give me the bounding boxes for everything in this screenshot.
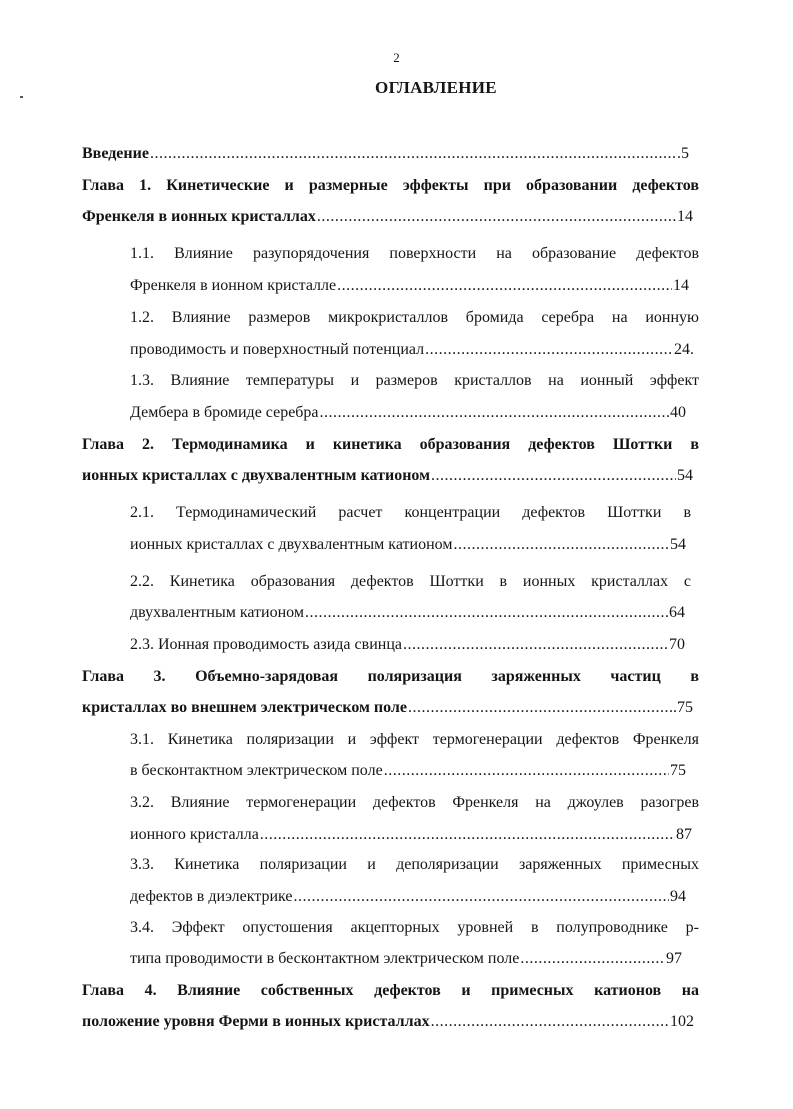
toc-section-1-2-line2[interactable] xyxy=(130,340,694,360)
toc-entry-label: Френкеля в ионном кристалле xyxy=(130,277,337,294)
toc-entry-label: ионных кристаллах с двухвалентным катионом xyxy=(130,536,453,553)
toc-chapter-1-line1[interactable]: Глава 1. Кинетические и размерные эффекты при образовании дефектов xyxy=(82,177,699,194)
toc-chapter-1-line2[interactable] xyxy=(82,207,693,227)
toc-entry-label: ионного кристалла xyxy=(130,826,259,843)
toc-page-number: 40 xyxy=(670,404,686,421)
toc-chapter-3-line1[interactable]: Глава 3. Объемно-зарядовая поляризация заряженных частиц в xyxy=(82,668,699,685)
leader-dots xyxy=(408,698,672,718)
toc-section-2-3[interactable] xyxy=(130,635,685,655)
toc-chapter-4-line2[interactable] xyxy=(82,1012,694,1032)
toc-chapter-4-line1[interactable]: Глава 4. Влияние собственных дефектов и примесных катионов на xyxy=(82,982,699,999)
toc-entry-label: двухвалентным катионом xyxy=(130,604,304,621)
toc-page-number: .5 xyxy=(677,145,689,162)
leader-dots xyxy=(425,340,673,360)
page-number: 2 xyxy=(393,50,400,65)
toc-chapter-2-line2[interactable] xyxy=(82,466,693,486)
toc-entry-label: Дембера в бромиде серебра xyxy=(130,404,319,421)
page-title: ОГЛАВЛЕНИЕ xyxy=(375,78,497,97)
toc-section-3-3-line2[interactable] xyxy=(130,887,686,907)
toc-section-2-2-line2[interactable] xyxy=(130,603,685,623)
leader-dots xyxy=(317,207,676,227)
toc-section-2-1-line2[interactable] xyxy=(130,535,686,555)
toc-page-number: 97 xyxy=(666,950,682,967)
leader-dots xyxy=(431,466,676,486)
toc-page-number: 24. xyxy=(674,341,694,358)
toc-entry-label: типа проводимости в бесконтактном электрическом поле xyxy=(130,950,520,967)
toc-section-3-3-line1[interactable]: 3.3. Кинетика поляризации и деполяризации заряженных примесных xyxy=(130,856,699,873)
leader-dots xyxy=(520,949,665,969)
toc-section-3-2-line2[interactable] xyxy=(130,825,692,845)
toc-section-1-3-line1[interactable]: 1.3. Влияние температуры и размеров кристаллов на ионный эффект xyxy=(130,372,699,389)
leader-dots xyxy=(150,144,676,164)
toc-section-1-1-line1[interactable]: 1.1. Влияние разупорядочения поверхности на образование дефектов xyxy=(130,245,699,262)
toc-page-number: 94 xyxy=(670,888,686,905)
leader-dots xyxy=(260,825,675,845)
toc-entry-label: Френкеля в ионных кристаллах xyxy=(82,208,316,225)
toc-page-number: 64 xyxy=(669,604,685,621)
leader-dots xyxy=(453,535,669,555)
toc-page-number: 102 xyxy=(670,1013,694,1030)
leader-dots xyxy=(337,276,672,296)
toc-section-3-4-line2[interactable] xyxy=(130,949,682,969)
toc-entry-intro[interactable] xyxy=(82,144,689,164)
leader-dots xyxy=(431,1012,669,1032)
leader-dots xyxy=(320,403,669,423)
toc-entry-label: ионных кристаллах с двухвалентным катионом xyxy=(82,467,431,484)
toc-section-1-2-line1[interactable]: 1.2. Влияние размеров микрокристаллов бромида серебра на ионную xyxy=(130,309,699,326)
toc-page-number: 87 xyxy=(676,826,692,843)
toc-page-number: 14 xyxy=(673,277,689,294)
toc-chapter-2-line1[interactable]: Глава 2. Термодинамика и кинетика образования дефектов Шоттки в xyxy=(82,436,699,453)
toc-entry-label: кристаллах во внешнем электрическом поле xyxy=(82,699,408,716)
leader-dots xyxy=(403,635,668,655)
toc-section-3-1-line1[interactable]: 3.1. Кинетика поляризации и эффект термогенерации дефектов Френкеля xyxy=(130,731,699,748)
toc-section-1-3-line2[interactable] xyxy=(130,403,686,423)
toc-page-number: 75 xyxy=(670,762,686,779)
toc-entry-label: дефектов в диэлектрике xyxy=(130,888,293,905)
toc-entry-label: в бесконтактном электрическом поле xyxy=(130,762,383,779)
toc-chapter-3-line2[interactable] xyxy=(82,698,693,718)
toc-page-number: 14 xyxy=(677,208,693,225)
toc-entry-label: проводимость и поверхностный потенциал xyxy=(130,341,425,358)
toc-section-3-1-line2[interactable] xyxy=(130,761,686,781)
toc-section-2-2-line1[interactable]: 2.2. Кинетика образования дефектов Шоттки в ионных кристаллах с xyxy=(130,573,691,590)
leader-dots xyxy=(294,887,669,907)
toc-section-3-2-line1[interactable]: 3.2. Влияние термогенерации дефектов Френкеля на джоулев разогрев xyxy=(130,794,699,811)
toc-entry-label: положение уровня Ферми в ионных кристаллах xyxy=(82,1013,430,1030)
leader-dots xyxy=(305,603,668,623)
toc-page-number: 54 xyxy=(670,536,686,553)
leader-dots xyxy=(384,761,669,781)
toc-entry-label: 2.3. Ионная проводимость азида свинца xyxy=(130,636,402,653)
toc-page-number: .75 xyxy=(673,699,693,716)
toc-entry-label: Введение xyxy=(82,145,149,162)
toc-section-2-1-line1[interactable]: 2.1. Термодинамический расчет концентрации дефектов Шоттки в xyxy=(130,504,691,521)
scan-mark xyxy=(20,96,23,98)
toc-section-1-1-line2[interactable] xyxy=(130,276,689,296)
toc-section-3-4-line1[interactable]: 3.4. Эффект опустошения акцепторных уровней в полупроводнике p- xyxy=(130,919,699,936)
toc-page-number: 70 xyxy=(669,636,685,653)
toc-page-number: 54 xyxy=(677,467,693,484)
